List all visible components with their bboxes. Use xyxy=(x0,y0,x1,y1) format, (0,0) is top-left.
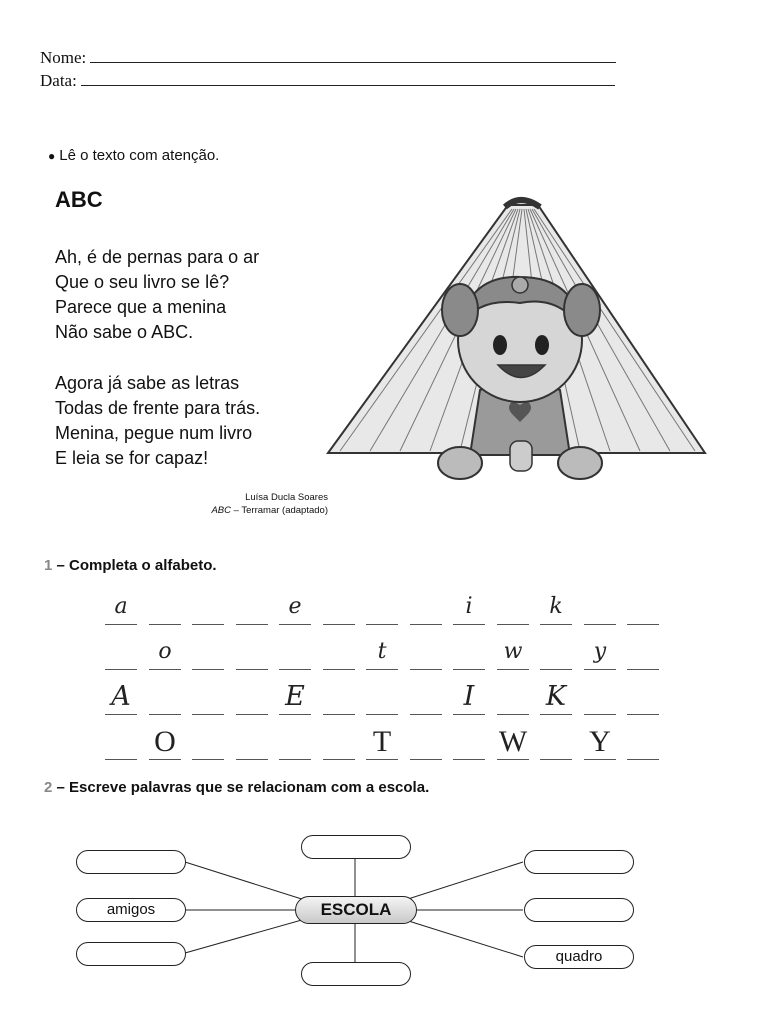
alphabet-blank[interactable] xyxy=(540,725,572,760)
alphabet-blank[interactable] xyxy=(497,590,529,625)
name-line[interactable] xyxy=(40,48,616,68)
alphabet-blank[interactable] xyxy=(105,635,137,670)
bullet-icon: ● xyxy=(48,149,56,163)
alphabet-blank[interactable] xyxy=(236,680,268,715)
alphabet-letter: E xyxy=(279,680,311,715)
alphabet-blank[interactable] xyxy=(323,590,355,625)
date-line[interactable] xyxy=(40,71,615,91)
mind-map-node-left-bot[interactable] xyxy=(76,942,186,966)
alphabet-letter: I xyxy=(453,680,485,715)
poem-line: Menina, pegue num livro xyxy=(55,423,253,443)
alphabet-letter: K xyxy=(540,680,572,715)
girl-under-book-illustration xyxy=(320,185,710,490)
alphabet-letter: y xyxy=(584,635,616,670)
alphabet-blank[interactable] xyxy=(497,680,529,715)
alphabet-letter: e xyxy=(279,590,311,625)
poem-line: Todas de frente para trás. xyxy=(55,398,261,418)
alphabet-blank[interactable] xyxy=(540,635,572,670)
alphabet-blank[interactable] xyxy=(366,680,398,715)
alphabet-blank[interactable] xyxy=(192,635,224,670)
alphabet-blank[interactable] xyxy=(236,725,268,760)
alphabet-blank[interactable] xyxy=(584,680,616,715)
mind-map-node-left-top[interactable] xyxy=(76,850,186,874)
reading-instruction: ● Lê o texto com atenção. xyxy=(48,147,220,164)
alphabet-blank[interactable] xyxy=(627,590,659,625)
poem-line: Que o seu livro se lê? xyxy=(55,272,230,292)
alphabet-grid xyxy=(105,590,665,770)
alphabet-blank[interactable] xyxy=(279,725,311,760)
exercise-2-heading: 2 – Escreve palavras que se relacionam com a escola. xyxy=(44,779,430,796)
alphabet-blank[interactable] xyxy=(323,680,355,715)
alphabet-blank[interactable] xyxy=(236,590,268,625)
mind-map-node-right-bot[interactable]: quadro xyxy=(524,945,634,969)
alphabet-blank[interactable] xyxy=(453,635,485,670)
date-field[interactable] xyxy=(81,71,615,86)
alphabet-blank[interactable] xyxy=(149,590,181,625)
alphabet-letter: O xyxy=(149,725,181,760)
alphabet-letter: w xyxy=(497,635,529,670)
name-label: Nome: xyxy=(40,48,87,67)
alphabet-blank[interactable] xyxy=(410,590,442,625)
date-label: Data: xyxy=(40,71,77,90)
poem-line: E leia se for capaz! xyxy=(55,448,209,468)
alphabet-letter: a xyxy=(105,590,137,625)
alphabet-blank[interactable] xyxy=(366,590,398,625)
alphabet-blank[interactable] xyxy=(627,680,659,715)
alphabet-blank[interactable] xyxy=(627,635,659,670)
poem-line: Ah, é de pernas para o ar xyxy=(55,247,260,267)
alphabet-blank[interactable] xyxy=(453,725,485,760)
alphabet-blank[interactable] xyxy=(584,590,616,625)
poem-stanza-1 xyxy=(55,245,259,345)
alphabet-letter: t xyxy=(366,635,398,670)
source-publisher: – Terramar (adaptado) xyxy=(231,505,328,516)
alphabet-blank[interactable] xyxy=(410,635,442,670)
alphabet-blank[interactable] xyxy=(627,725,659,760)
alphabet-blank[interactable] xyxy=(192,680,224,715)
mind-map-node-right-mid[interactable] xyxy=(524,898,634,922)
alphabet-letter: T xyxy=(366,725,398,760)
alphabet-blank[interactable] xyxy=(236,635,268,670)
alphabet-letter: W xyxy=(498,725,528,758)
mind-map-node-right-top[interactable] xyxy=(524,850,634,874)
source-title: ABC xyxy=(211,505,231,516)
alphabet-blank[interactable] xyxy=(410,725,442,760)
author: Luísa Ducla Soares xyxy=(245,492,328,503)
poem-title: ABC xyxy=(55,187,103,212)
mind-map-node-left-mid[interactable]: amigos xyxy=(76,898,186,922)
mind-map-node-bottom[interactable] xyxy=(301,962,411,986)
alphabet-letter: A xyxy=(105,680,137,715)
alphabet-blank[interactable] xyxy=(410,680,442,715)
poem-line: Agora já sabe as letras xyxy=(55,373,240,393)
alphabet-letter: k xyxy=(540,590,572,625)
alphabet-blank[interactable] xyxy=(192,725,224,760)
alphabet-letter: Y xyxy=(584,725,616,760)
alphabet-blank[interactable] xyxy=(149,680,181,715)
poem-credit xyxy=(180,491,328,517)
alphabet-blank[interactable] xyxy=(279,635,311,670)
poem-stanza-2 xyxy=(55,371,260,471)
alphabet-letter: o xyxy=(149,635,181,670)
name-field[interactable] xyxy=(90,48,616,63)
exercise-1-heading: 1 – Completa o alfabeto. xyxy=(44,557,217,574)
poem-line: Parece que a menina xyxy=(55,297,227,317)
alphabet-blank[interactable] xyxy=(323,725,355,760)
mind-map-node-top[interactable] xyxy=(301,835,411,859)
alphabet-blank[interactable] xyxy=(323,635,355,670)
poem-line: Não sabe o ABC. xyxy=(55,322,194,342)
alphabet-letter: i xyxy=(453,590,485,625)
mind-map-center-node: ESCOLA xyxy=(295,896,417,924)
alphabet-blank[interactable] xyxy=(105,725,137,760)
alphabet-blank[interactable] xyxy=(192,590,224,625)
